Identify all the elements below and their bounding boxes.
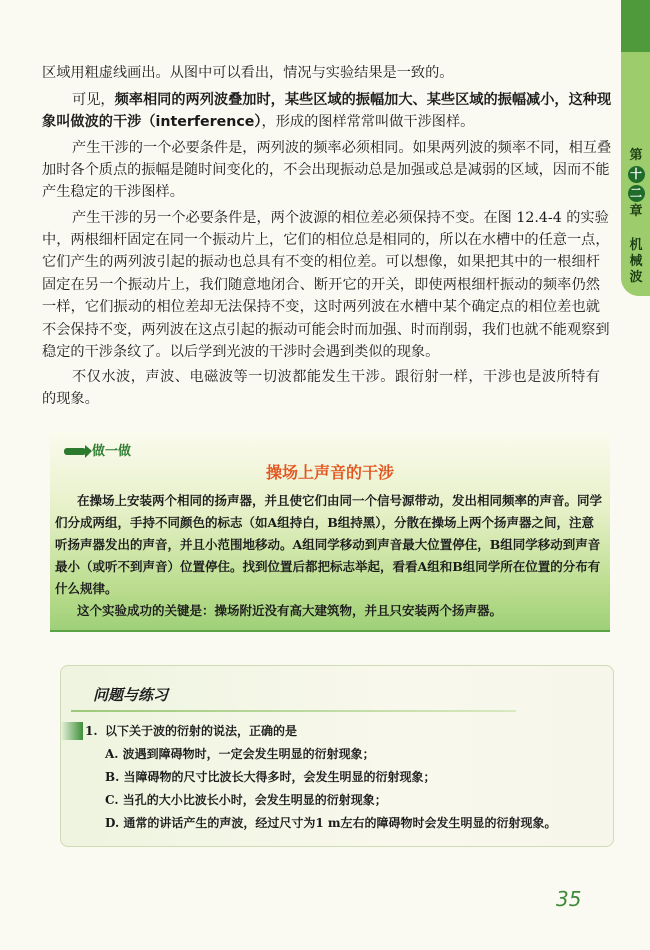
option-a: A. 波遇到障碍物时，一定会发生明显的衍射现象；	[105, 747, 375, 761]
option-b: B. 当障碍物的尺寸比波长大得多时，会发生明显的衍射现象；	[105, 770, 436, 784]
activity-title: 操场上声音的干涉	[265, 463, 394, 482]
chapter-label	[626, 148, 646, 220]
option-c: C. 当孔的大小比波长小时，会发生明显的衍射现象；	[105, 793, 387, 807]
page-number: 35	[556, 887, 582, 911]
arrow-icon	[64, 448, 86, 455]
chapter-title: 机械波	[629, 238, 643, 285]
activity-line: 最小（或听不到声音）位置停住。找到位置后都把标志举起，看看A组和B组同学所在位置的分布有	[55, 559, 601, 574]
option-d: D. 通常的讲话产生的声波，经过尺寸为1 m左右的障碍物时会发生明显的衍射现象。	[105, 816, 557, 830]
chapter-digit: 十	[628, 166, 645, 183]
bold-definition: 频率相同的两列波叠加时，某些区域的振幅加大、某些区域的振幅减小，这种现	[114, 92, 612, 108]
paragraph-line: 中，两根细杆固定在同一个振动片上，它们的相位总是相同的，所以在水槽中的任意一点，	[42, 232, 610, 248]
activity-line: 这个实验成功的关键是：操场附近没有高大建筑物，并且只安装两个扬声器。	[77, 603, 503, 618]
activity-line: 什么规律。	[55, 581, 118, 596]
exercise-title: 问题与练习	[93, 686, 169, 704]
chapter-suffix: 章	[629, 204, 643, 219]
activity-label	[64, 440, 131, 459]
side-tab-header	[621, 0, 650, 52]
text-span: 可见，	[72, 92, 115, 108]
paragraph-line: 不会保持不变，两列波在这点引起的振动可能会时而加强、时而削弱，我们也就不能观察到	[42, 322, 610, 338]
paragraph-line: 产生干涉的一个必要条件是，两列波的频率必须相同。如果两列波的频率不同，相互叠	[72, 140, 612, 156]
divider	[71, 710, 516, 712]
paragraph-line: 不仅水波，声波、电磁波等一切波都能发生干涉。跟衍射一样，干涉也是波所特有	[72, 369, 600, 385]
text-span: ，形成的图样常常叫做干涉图样。	[261, 114, 475, 130]
paragraph-line: 区域用粗虚线画出。从图中可以看出，情况与实验结果是一致的。	[42, 65, 454, 81]
paragraph-line: 固定在另一个振动片上，我们随意地闭合、断开它的开关，即使两根细杆振动的频率仍然	[42, 277, 600, 293]
question-marker	[61, 722, 83, 740]
paragraph-line	[42, 112, 600, 132]
activity-box	[50, 432, 610, 632]
paragraph-line: 产生干涉的另一个必要条件是，两个波源的相位差必须保持不变。在图 12.4-4 的实验	[72, 210, 609, 226]
paragraph-line: 的现象。	[42, 391, 99, 407]
activity-label-text: 做一做	[92, 444, 132, 459]
bold-definition: 象叫做波的干涉（interference）	[42, 114, 262, 130]
activity-line: 听扬声器发出的声音，并且小范围地移动。A组同学移动到声音最大位置停住，B组同学移动到声音	[55, 537, 601, 552]
activity-line: 在操场上安装两个相同的扬声器，并且使它们由同一个信号源带动，发出相同频率的声音。同学	[77, 493, 603, 508]
paragraph-line: 稳定的干涉条纹了。以后学到光波的干涉时会遇到类似的现象。	[42, 344, 440, 360]
paragraph-line: 它们产生的两列波引起的振动也总具有不变的相位差。可以想像，如果把其中的一根细杆	[42, 254, 600, 270]
paragraph-line: 一样，它们振动的相位差却无法保持不变，这时两列波在水槽中某个确定点的相位差也就	[42, 299, 600, 315]
chapter-side-tab	[621, 0, 650, 296]
question-text: 以下关于波的衍射的说法，正确的是	[105, 724, 298, 738]
activity-line: 们分成两组，手持不同颜色的标志（如A组持白，B组持黑），分散在操场上两个扬声器之间，注意	[55, 515, 595, 530]
paragraph-line	[72, 90, 612, 110]
exercise-box	[60, 665, 614, 847]
paragraph-line: 产生稳定的干涉图样。	[42, 184, 184, 200]
chapter-prefix: 第	[629, 148, 643, 163]
paragraph-line: 加时各个质点的振幅是随时间变化的，不会出现振动总是加强或总是减弱的区域，因而不能	[42, 162, 610, 178]
question-number: 1.	[85, 724, 98, 738]
chapter-digit: 二	[628, 185, 645, 202]
